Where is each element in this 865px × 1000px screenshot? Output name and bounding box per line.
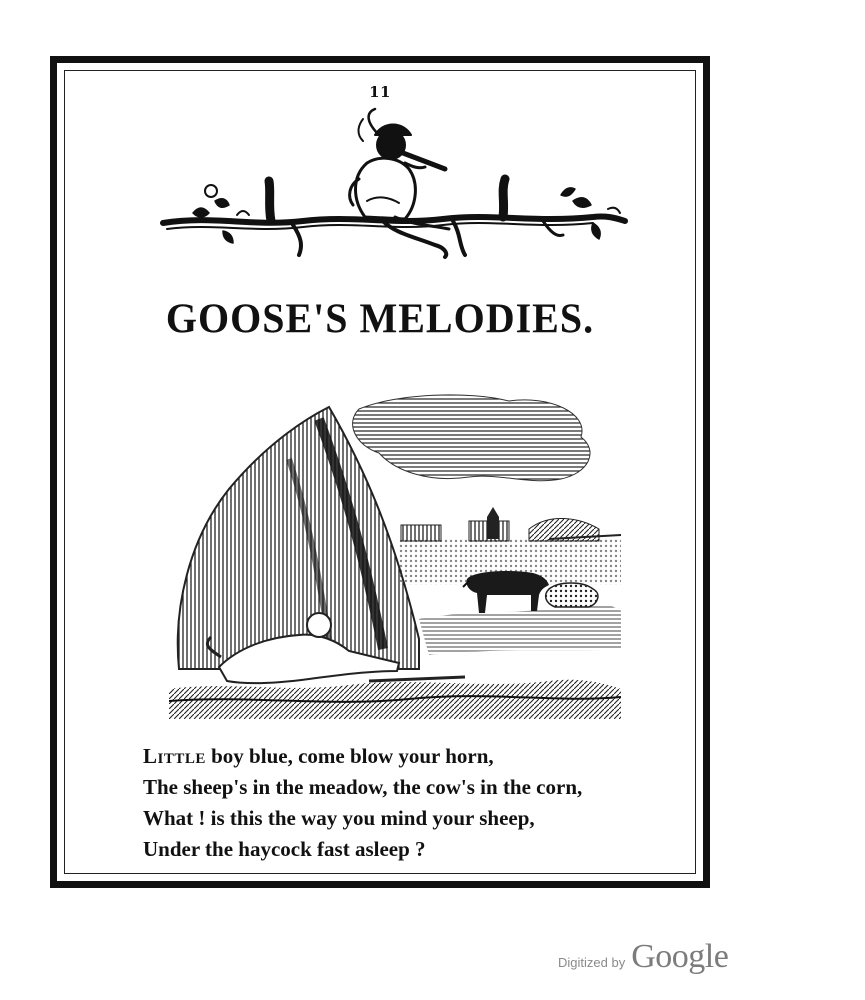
page-inner-border: [64, 70, 696, 874]
verse-line-4: Under the haycock fast asleep ?: [143, 837, 426, 861]
page-title: GOOSE'S MELODIES.: [165, 294, 595, 343]
digitized-watermark: [558, 938, 728, 978]
verse-line-2: The sheep's in the meadow, the cow's in the corn,: [143, 775, 583, 799]
verse-initial-word: Little: [143, 744, 206, 768]
boy-piping-on-branch-illustration: [153, 105, 633, 275]
boy-asleep-under-haycock-illustration: [169, 389, 621, 719]
google-logo: Google: [631, 938, 729, 975]
verse-line-3: What ! is this the way you mind your sheep,: [143, 806, 535, 830]
page-number: 11: [369, 83, 391, 101]
verse-line-1: [143, 741, 703, 772]
digitized-prefix: Digitized by: [558, 955, 626, 970]
verse: [143, 741, 703, 865]
verse-line-1-rest: boy blue, come blow your horn,: [205, 744, 494, 768]
page-frame: [50, 56, 710, 888]
